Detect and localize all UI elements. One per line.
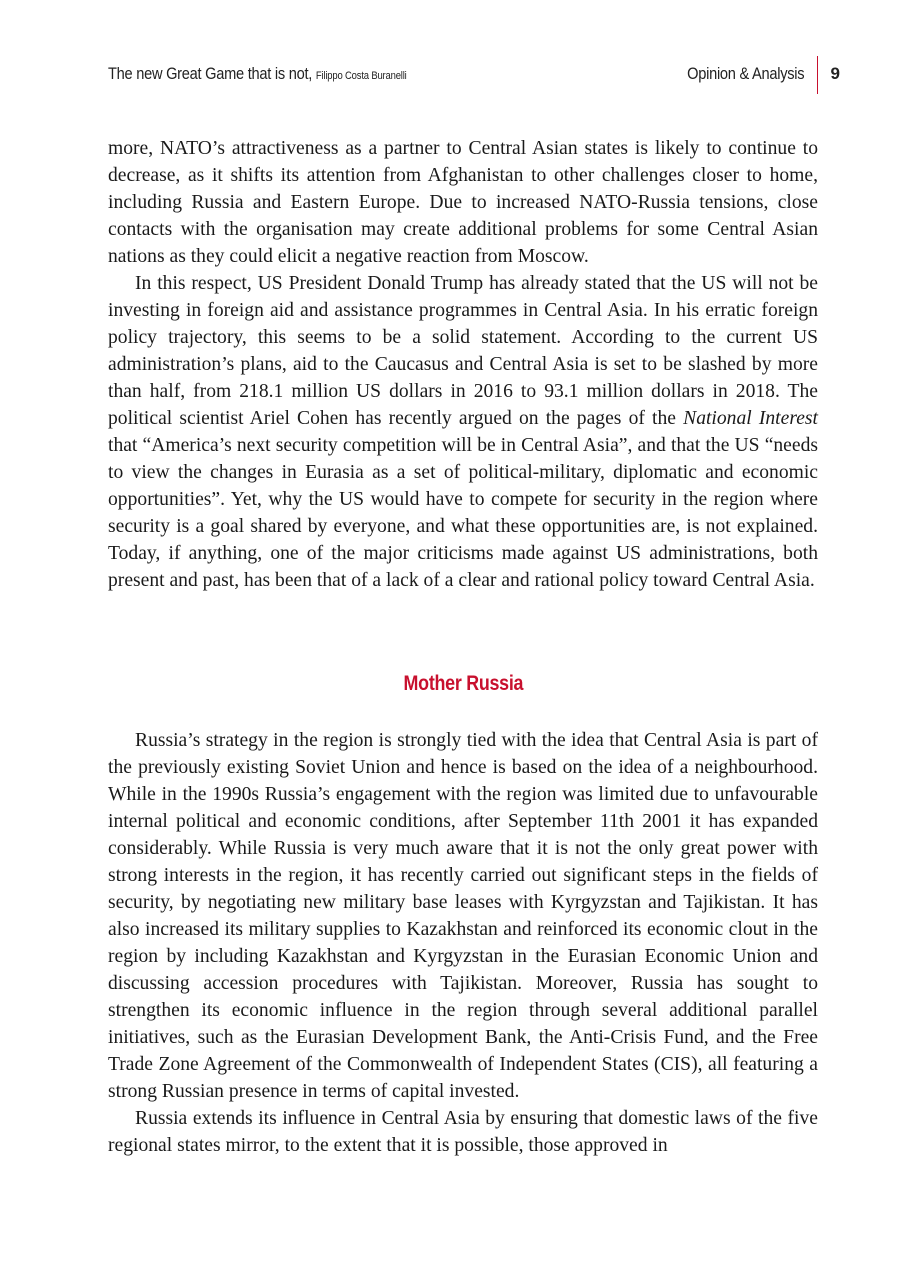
publication-title: National Interest — [683, 408, 818, 429]
section-name: Opinion & Analysis — [686, 64, 804, 83]
paragraph: Russia extends its influence in Central Asia by ensuring that domestic laws of the five regional states mirror, to the extent that it is possible, those approved in — [108, 1108, 818, 1156]
section-heading-text: Mother Russia — [403, 672, 523, 695]
running-header — [108, 56, 848, 96]
text-block-after-heading — [108, 727, 818, 1159]
section-heading — [108, 672, 818, 696]
paragraph-text: In this respect, US President Donald Trump has already stated that the US will not be investing in foreign aid and assistance programmes in Central Asia. In his erratic foreign policy trajectory, this seems to be a solid statement. According to the current US administration’s plans, aid to the Caucasus and Central Asia is set to be slashed by more than half, from 218.1 million US dollars in 2016 to 93.1 million dollars in 2018. The political scientist Ariel Cohen has recently argued on the pages of the — [108, 273, 818, 429]
paragraph: Russia’s strategy in the region is strongly tied with the idea that Central Asia is part of the previously existing Soviet Union and hence is based on the idea of a neighbourhood. While in the 1990s Russia’s engagement with the region was limited due to unfavourable internal political and economic conditions, after September 11th 2001 it has expanded considerably. While Russia is very much aware that it is not the only great power with strong interests in the region, it has recently carried out significant steps in the fields of security, by negotiating new military base leases with Kyrgyzstan and Tajikistan. It has also increased its military supplies to Kazakhstan and reinforced its economic clout in the region by including Kazakhstan and Kyrgyzstan in the Eurasian Economic Union and discussing accession procedures with Tajikistan. Moreover, Russia has sought to strengthen its economic influence in the region through several additional parallel initiatives, such as the Eurasian Development Bank, the Anti-Crisis Fund, and the Free Trade Zone Agreement of the Commonwealth of Independent States (CIS), all featuring a strong Russian presence in terms of capital invested. — [108, 730, 818, 1102]
header-divider — [817, 56, 819, 94]
running-title — [108, 64, 407, 84]
text-block-before-heading — [108, 135, 818, 594]
paragraph: more, NATO’s attractiveness as a partner to Central Asian states is likely to continue to decrease, as it shifts its attention from Afghanistan to other challenges closer to home, including Russia and Eastern Europe. Due to increased NATO-Russia tensions, close contacts with the organisation may create additional problems for some Central Asian nations as they could elicit a negative reaction from Moscow. — [108, 138, 818, 267]
paragraph — [108, 270, 818, 594]
page-number: 9 — [830, 64, 840, 83]
article-author: Filippo Costa Buranelli — [315, 70, 407, 82]
paragraph-text: that “America’s next security competition will be in Central Asia”, and that the US “needs to view the changes in Eurasia as a set of political-military, diplomatic and economic opportunities”. Yet, why the US would have to compete for security in the region where security is a goal shared by everyone, and what these opportunities are, is not explained. Today, if anything, one of the major criticisms made against US administrations, both present and past, has been that of a lack of a clear and rational policy toward Central Asia. — [108, 435, 818, 591]
article-title: The new Great Game that is not, — [108, 64, 316, 83]
